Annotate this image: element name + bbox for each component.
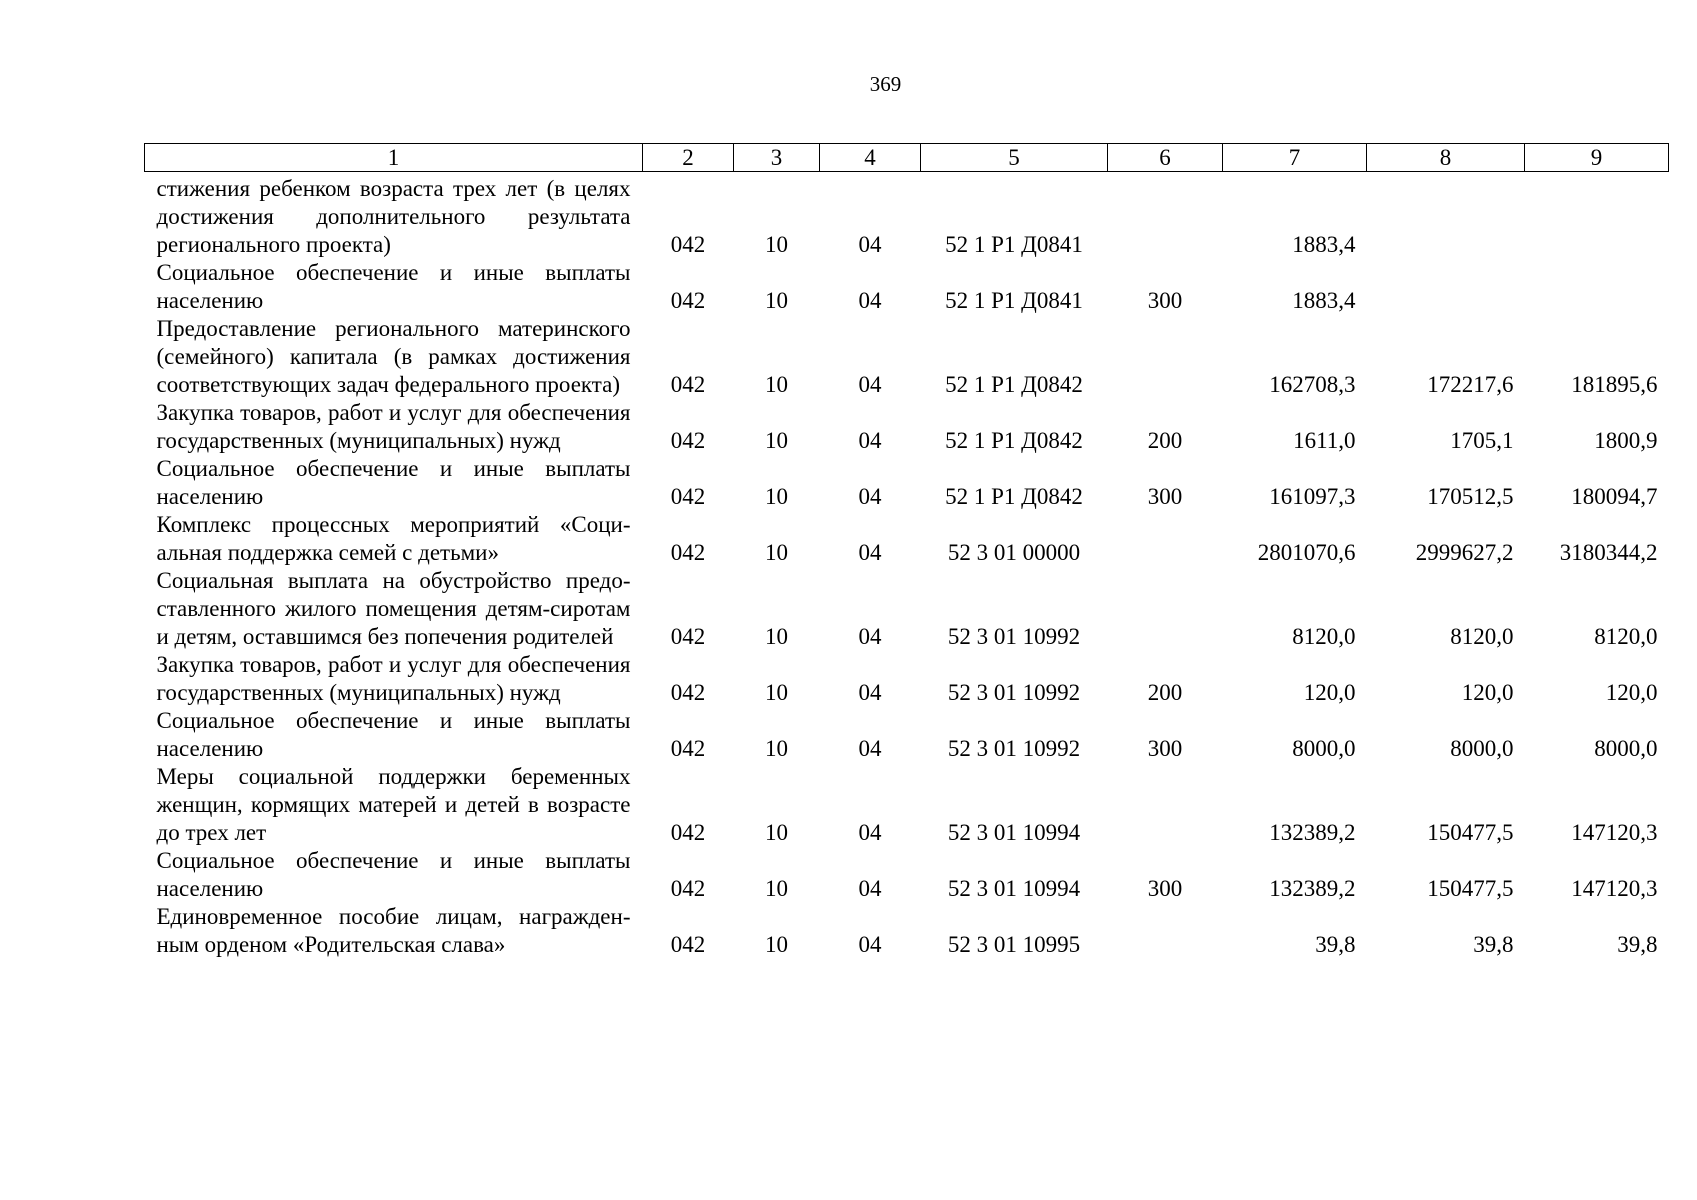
column-header-8: 8 xyxy=(1367,144,1525,172)
col-5-target-code: 52 3 01 10995 xyxy=(947,932,1081,957)
col-7-amount: 2801070,6 xyxy=(1257,540,1356,565)
col-2-code: 042 xyxy=(670,820,706,845)
col-7-amount: 8120,0 xyxy=(1292,624,1356,649)
col-8-amount: 8000,0 xyxy=(1450,736,1514,761)
row-description: Социальное обеспечение и иные выплаты населению xyxy=(156,260,631,313)
col-9-amount: 3180344,2 xyxy=(1559,540,1658,565)
col-4-code: 04 xyxy=(858,876,882,901)
col-4-code: 04 xyxy=(858,540,882,565)
col-7-amount: 120,0 xyxy=(1303,680,1356,705)
col-5-target-code: 52 3 01 00000 xyxy=(947,540,1081,565)
col-3-code: 10 xyxy=(765,540,788,565)
col-7-amount: 132389,2 xyxy=(1269,876,1356,901)
col-9-amount: 39,8 xyxy=(1617,932,1658,957)
col-8-amount: 1705,1 xyxy=(1450,428,1514,453)
table-row xyxy=(145,567,1669,651)
column-header-1: 1 xyxy=(145,144,643,172)
row-description: Социальное обеспечение и иные выплаты населению xyxy=(156,708,631,761)
col-3-code: 10 xyxy=(765,428,788,453)
row-description: Социальное обеспечение и иные выплаты населению xyxy=(156,848,631,901)
row-description: Комплекс процессных мероприятий «Социальная поддержка семей с детьми» xyxy=(156,512,631,565)
col-6-expense-type: 300 xyxy=(1147,876,1183,901)
col-7-amount: 161097,3 xyxy=(1269,484,1356,509)
col-9-amount: 180094,7 xyxy=(1571,484,1658,509)
col-7-amount: 39,8 xyxy=(1315,932,1356,957)
col-6-expense-type: 300 xyxy=(1147,288,1183,313)
col-6-expense-type xyxy=(1108,172,1223,260)
col-5-target-code: 52 3 01 10992 xyxy=(947,736,1081,761)
column-header-4: 4 xyxy=(820,144,921,172)
row-description: Предоставление регионального материнского (семейного) капитала (в рамках достижения соответствующих задач федерального проекта) xyxy=(156,316,631,397)
col-8-amount: 120,0 xyxy=(1461,680,1514,705)
col-2-code: 042 xyxy=(670,288,706,313)
col-6-expense-type: 300 xyxy=(1147,736,1183,761)
table-row xyxy=(145,315,1669,399)
col-8-amount: 172217,6 xyxy=(1427,372,1514,397)
col-8-amount xyxy=(1367,172,1525,260)
col-6-expense-type xyxy=(1108,567,1223,651)
column-header-5: 5 xyxy=(921,144,1108,172)
col-9-amount xyxy=(1525,259,1669,315)
col-4-code: 04 xyxy=(858,736,882,761)
col-5-target-code: 52 3 01 10994 xyxy=(947,876,1081,901)
col-2-code: 042 xyxy=(670,736,706,761)
col-4-code: 04 xyxy=(858,680,882,705)
row-description: Закупка товаров, работ и услуг для обеспечения государственных (муниципальных) нужд xyxy=(156,400,631,453)
col-7-amount: 1883,4 xyxy=(1292,288,1356,313)
col-2-code: 042 xyxy=(670,232,706,257)
col-3-code: 10 xyxy=(765,372,788,397)
col-2-code: 042 xyxy=(670,680,706,705)
row-description: стижения ребенком возраста трех лет (в целях достижения дополнительного результата регионального проекта) xyxy=(156,176,631,257)
col-6-expense-type xyxy=(1108,511,1223,567)
col-4-code: 04 xyxy=(858,428,882,453)
col-8-amount: 150477,5 xyxy=(1427,820,1514,845)
col-3-code: 10 xyxy=(765,232,788,257)
col-4-code: 04 xyxy=(858,624,882,649)
col-4-code: 04 xyxy=(858,232,882,257)
col-9-amount: 147120,3 xyxy=(1571,820,1658,845)
col-2-code: 042 xyxy=(670,484,706,509)
col-8-amount: 170512,5 xyxy=(1427,484,1514,509)
col-4-code: 04 xyxy=(858,484,882,509)
row-description: Социальное обеспечение и иные выплаты населению xyxy=(156,456,631,509)
row-description: Меры социальной поддержки беременных женщин, кормящих матерей и детей в возрасте до трех лет xyxy=(156,764,631,845)
col-4-code: 04 xyxy=(858,820,882,845)
table-row xyxy=(145,172,1669,260)
col-5-target-code: 52 3 01 10992 xyxy=(947,680,1081,705)
col-8-amount: 8120,0 xyxy=(1450,624,1514,649)
table-body xyxy=(145,172,1669,960)
col-7-amount: 1611,0 xyxy=(1293,428,1356,453)
table-header-row xyxy=(145,144,1669,172)
table-row xyxy=(145,651,1669,707)
col-8-amount: 39,8 xyxy=(1473,932,1514,957)
column-header-9: 9 xyxy=(1525,144,1669,172)
col-2-code: 042 xyxy=(670,624,706,649)
page-number: 369 xyxy=(869,72,902,96)
col-3-code: 10 xyxy=(765,288,788,313)
column-header-6: 6 xyxy=(1108,144,1223,172)
col-8-amount: 2999627,2 xyxy=(1415,540,1514,565)
row-description: Единовременное пособие лицам, награжденным орденом «Родительская слава» xyxy=(156,904,631,957)
col-3-code: 10 xyxy=(765,680,788,705)
col-9-amount: 8000,0 xyxy=(1594,736,1658,761)
table-row xyxy=(145,707,1669,763)
col-6-expense-type xyxy=(1108,315,1223,399)
col-9-amount xyxy=(1525,172,1669,260)
col-2-code: 042 xyxy=(670,932,706,957)
col-9-amount: 181895,6 xyxy=(1571,372,1658,397)
column-header-2: 2 xyxy=(643,144,734,172)
table-row xyxy=(145,511,1669,567)
col-2-code: 042 xyxy=(670,372,706,397)
col-6-expense-type: 200 xyxy=(1147,680,1183,705)
col-9-amount: 1800,9 xyxy=(1594,428,1658,453)
col-2-code: 042 xyxy=(670,428,706,453)
col-7-amount: 8000,0 xyxy=(1292,736,1356,761)
table-row xyxy=(145,455,1669,511)
column-header-7: 7 xyxy=(1223,144,1367,172)
col-5-target-code: 52 1 Р1 Д0841 xyxy=(945,232,1083,257)
col-5-target-code: 52 1 Р1 Д0842 xyxy=(945,428,1083,453)
col-5-target-code: 52 1 Р1 Д0841 xyxy=(945,288,1083,313)
col-3-code: 10 xyxy=(765,736,788,761)
col-6-expense-type xyxy=(1108,903,1223,959)
col-4-code: 04 xyxy=(858,372,882,397)
table-row xyxy=(145,903,1669,959)
col-8-amount: 150477,5 xyxy=(1427,876,1514,901)
col-9-amount: 8120,0 xyxy=(1594,624,1658,649)
col-3-code: 10 xyxy=(765,876,788,901)
col-5-target-code: 52 3 01 10994 xyxy=(947,820,1081,845)
col-6-expense-type: 300 xyxy=(1147,484,1183,509)
col-7-amount: 132389,2 xyxy=(1269,820,1356,845)
col-9-amount: 120,0 xyxy=(1605,680,1658,705)
col-3-code: 10 xyxy=(765,624,788,649)
col-3-code: 10 xyxy=(765,932,788,957)
col-3-code: 10 xyxy=(765,484,788,509)
col-7-amount: 162708,3 xyxy=(1269,372,1356,397)
col-6-expense-type xyxy=(1108,763,1223,847)
col-4-code: 04 xyxy=(858,932,882,957)
col-6-expense-type: 200 xyxy=(1147,428,1183,453)
col-5-target-code: 52 1 Р1 Д0842 xyxy=(945,484,1083,509)
table-row xyxy=(145,259,1669,315)
row-description: Социальная выплата на обустройство предоставленного жилого помещения детям-сиротам и детям, оставшимся без попечения родителей xyxy=(156,568,631,649)
budget-table xyxy=(144,143,1669,959)
col-2-code: 042 xyxy=(670,540,706,565)
row-description: Закупка товаров, работ и услуг для обеспечения государственных (муниципальных) нужд xyxy=(156,652,631,705)
col-4-code: 04 xyxy=(858,288,882,313)
col-5-target-code: 52 1 Р1 Д0842 xyxy=(945,372,1083,397)
col-8-amount xyxy=(1367,259,1525,315)
col-7-amount: 1883,4 xyxy=(1292,232,1356,257)
col-3-code: 10 xyxy=(765,820,788,845)
table-row xyxy=(145,847,1669,903)
column-header-3: 3 xyxy=(734,144,820,172)
col-5-target-code: 52 3 01 10992 xyxy=(947,624,1081,649)
table-row xyxy=(145,399,1669,455)
col-9-amount: 147120,3 xyxy=(1571,876,1658,901)
col-2-code: 042 xyxy=(670,876,706,901)
table-row xyxy=(145,763,1669,847)
